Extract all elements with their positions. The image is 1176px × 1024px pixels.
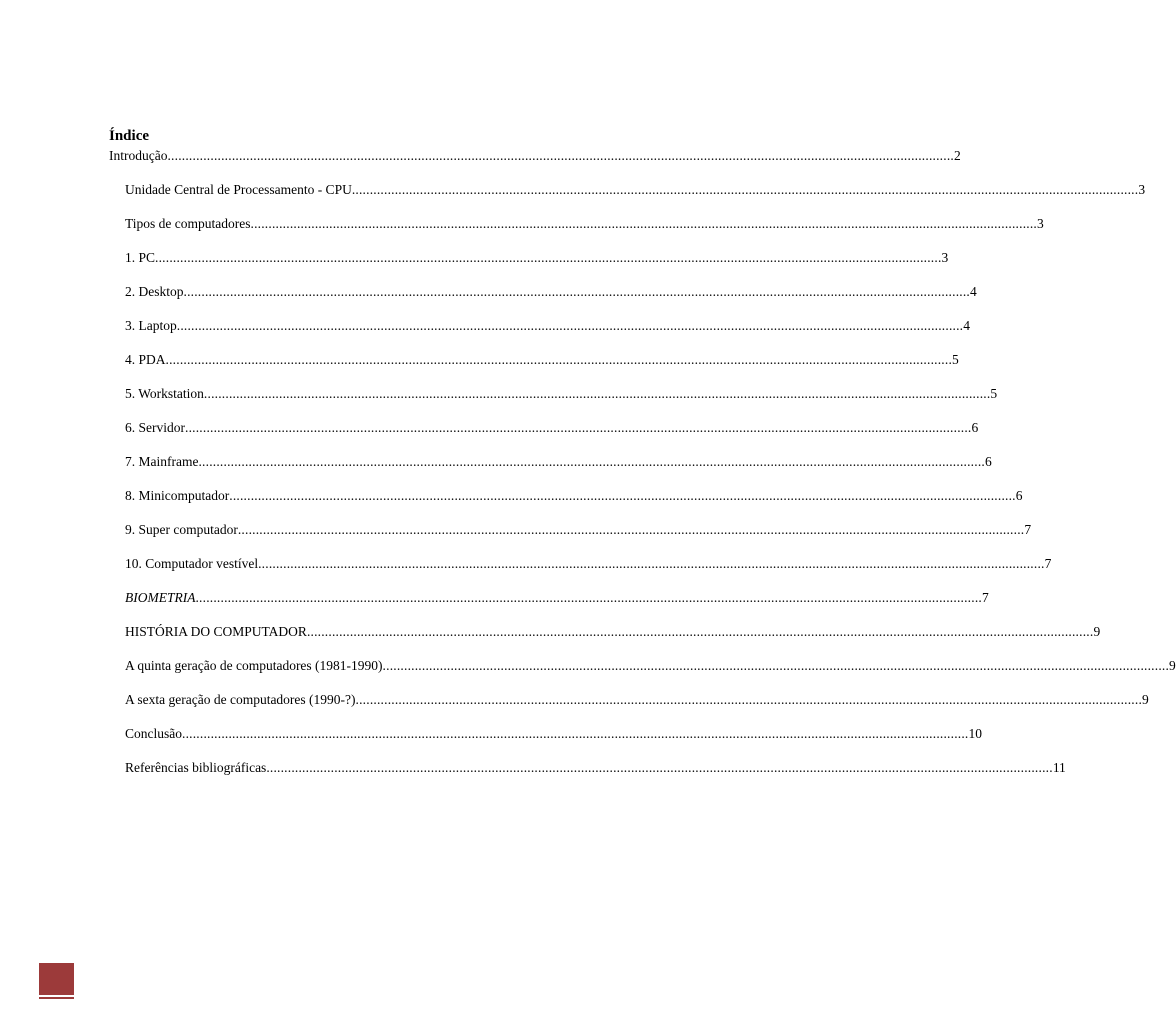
toc-leader-dots: ............................................................................................................................................................................................................................ — [155, 250, 942, 265]
toc-entry[interactable] — [125, 487, 1023, 504]
toc-page-number: 3 — [1037, 216, 1044, 231]
footer-accent-line — [39, 997, 74, 999]
toc-entry[interactable] — [125, 657, 1176, 674]
toc-leader-dots: ............................................................................................................................................................................................................................ — [198, 454, 985, 469]
toc-entry-label: Unidade Central de Processamento - CPU — [125, 182, 352, 197]
toc-entry[interactable] — [125, 589, 989, 606]
toc-entry[interactable] — [125, 555, 1052, 572]
toc-entry-label: 4. PDA — [125, 352, 166, 367]
toc-entry[interactable] — [125, 623, 1101, 640]
toc-page-number: 5 — [952, 352, 959, 367]
toc-entry[interactable] — [125, 521, 1032, 538]
toc-leader-dots: ............................................................................................................................................................................................................................ — [167, 148, 954, 163]
toc-entry[interactable] — [125, 385, 998, 402]
toc-entry[interactable] — [109, 147, 961, 164]
toc-page-number: 7 — [981, 590, 989, 605]
toc-page-number: 3 — [941, 250, 949, 265]
toc-entry-label: A sexta geração de computadores (1990-?) — [125, 692, 356, 707]
footer-accent-block — [39, 963, 74, 995]
toc-page-number: 4 — [963, 318, 970, 333]
toc-entry-label: 3. Laptop — [125, 318, 177, 333]
toc-entry[interactable] — [125, 215, 1044, 232]
toc-entry[interactable] — [125, 759, 1066, 776]
toc-leader-dots: ............................................................................................................................................................................................................................ — [250, 216, 1037, 231]
toc-page-number: 4 — [970, 284, 977, 299]
toc-entry[interactable] — [125, 691, 1149, 708]
toc-page-number: 7 — [1024, 522, 1032, 537]
toc-entry-label: Introdução — [109, 148, 168, 163]
toc-entry-label: Tipos de computadores — [125, 216, 251, 231]
toc-entry-label: Conclusão — [125, 726, 182, 741]
toc-leader-dots: ............................................................................................................................................................................................................................ — [183, 284, 970, 299]
toc-entry[interactable] — [125, 725, 982, 742]
toc-leader-dots: ............................................................................................................................................................................................................................ — [185, 420, 972, 435]
toc-leader-dots: ............................................................................................................................................................................................................................ — [203, 386, 991, 401]
toc-entry-label: 7. Mainframe — [125, 454, 199, 469]
toc-entry-label: BIOMETRIA — [125, 590, 196, 605]
toc-page-number: 11 — [1052, 760, 1066, 775]
toc-leader-dots: ............................................................................................................................................................................................................................ — [195, 590, 982, 605]
toc-leader-dots: ............................................................................................................................................................................................................................ — [182, 726, 969, 741]
toc-page-number: 3 — [1138, 182, 1146, 197]
toc-entry-label: 10. Computador vestível — [125, 556, 259, 571]
toc-leader-dots: ............................................................................................................................................................................................................................ — [351, 182, 1139, 197]
toc-page-number: 6 — [971, 420, 979, 435]
toc-leader-dots: ............................................................................................................................................................................................................................ — [165, 352, 953, 367]
toc-entry-label: 6. Servidor — [125, 420, 185, 435]
toc-entry-label: HISTÓRIA DO COMPUTADOR — [125, 624, 307, 639]
toc-page-number: 7 — [1044, 556, 1052, 571]
toc-entry-label: 5. Workstation — [125, 386, 204, 401]
toc-leader-dots: ............................................................................................................................................................................................................................ — [258, 556, 1045, 571]
toc-page-number: 9 — [1093, 624, 1101, 639]
toc-entry-label: 2. Desktop — [125, 284, 184, 299]
toc-page-number: 10 — [968, 726, 982, 741]
toc-entry[interactable] — [125, 283, 977, 300]
toc-leader-dots: ............................................................................................................................................................................................................................ — [237, 522, 1025, 537]
toc-leader-dots: ............................................................................................................................................................................................................................ — [229, 488, 1016, 503]
toc-leader-dots: ............................................................................................................................................................................................................................ — [355, 692, 1143, 707]
toc-title: Índice — [109, 128, 150, 144]
toc-page-number: 2 — [953, 148, 961, 163]
toc-page-number: 5 — [990, 386, 998, 401]
toc-entry-label: 8. Minicomputador — [125, 488, 230, 503]
toc-leader-dots: ............................................................................................................................................................................................................................ — [176, 318, 964, 333]
toc-entry[interactable] — [125, 317, 970, 334]
toc-page-number: 6 — [1015, 488, 1023, 503]
toc-leader-dots: ............................................................................................................................................................................................................................ — [382, 658, 1170, 673]
toc-entry[interactable] — [125, 419, 979, 436]
toc-entry[interactable] — [125, 181, 1146, 198]
toc-entry[interactable] — [125, 453, 992, 470]
toc-entry[interactable] — [125, 249, 949, 266]
toc-entry-label: 1. PC — [125, 250, 156, 265]
toc-entry-label: A quinta geração de computadores (1981-1990) — [125, 658, 383, 673]
toc-leader-dots: ............................................................................................................................................................................................................................ — [306, 624, 1094, 639]
toc-entry[interactable] — [125, 351, 959, 368]
toc-entry-label: 9. Super computador — [125, 522, 238, 537]
toc-entry-label: Referências bibliográficas — [125, 760, 267, 775]
toc-leader-dots: ............................................................................................................................................................................................................................ — [266, 760, 1053, 775]
toc-page-number: 9 — [1169, 658, 1176, 673]
toc-page-number: 6 — [984, 454, 992, 469]
toc-page-number: 9 — [1142, 692, 1149, 707]
